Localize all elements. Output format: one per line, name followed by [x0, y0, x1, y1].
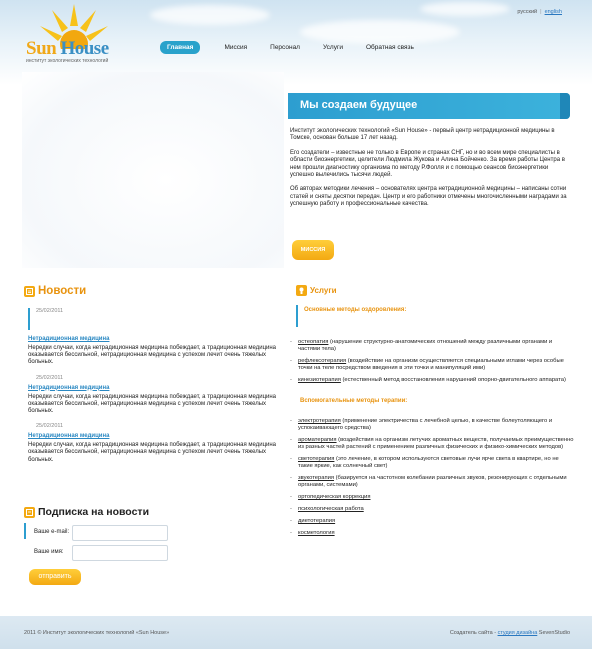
news-title: Новости: [38, 285, 87, 297]
intro-paragraph: Его создатели – известные не только в Европе и странах СНГ, но и во всем мире специалисты в области биоэнергетики, целители Людмила Жукова и Алина Бойченко. За время работы Центра в нем прошли диагностику организма по методу Р.Фолля и с помощью сеансов биоэнергетики успешно вылечились тысячи людей.: [290, 149, 565, 179]
email-row: [24, 525, 184, 545]
logo[interactable]: [22, 4, 132, 66]
main-nav: [160, 40, 437, 54]
credits-suffix: SevenStudio: [537, 630, 570, 636]
name-label: Ваше имя:: [34, 549, 64, 555]
footer: [0, 616, 592, 649]
service-item: [290, 475, 575, 489]
service-item: [290, 506, 575, 513]
news-list: [28, 308, 278, 472]
lang-russian[interactable]: русский: [517, 9, 538, 15]
news-item: [28, 308, 278, 367]
nav-feedback[interactable]: Обратная связь: [365, 43, 414, 51]
service-desc: (применение электричества с лечебной целью, в качестве болеутоляющего и успокаивающего средства): [298, 418, 553, 431]
logo-subtitle: институт экологических технологий: [26, 58, 109, 64]
email-field[interactable]: [72, 525, 168, 541]
banner-tail: [560, 93, 570, 119]
services-icon: [296, 285, 307, 296]
main-methods-title: Основные методы оздоровления:: [296, 305, 575, 327]
aux-methods-title: Вспомогательные методы терапии:: [300, 398, 408, 404]
news-item: [28, 375, 278, 416]
services-header: [296, 285, 337, 296]
aux-methods-list: [290, 418, 575, 537]
subscribe-header: [24, 506, 149, 518]
service-desc: (естественный метод восстановления нарушений опорно-двигательного аппарата): [340, 377, 566, 383]
service-item: [290, 518, 575, 525]
news-link[interactable]: Нетрадиционная медицина: [28, 433, 110, 440]
news-date: 25/02/2011: [28, 308, 278, 330]
footer-credits: [450, 630, 570, 636]
service-link[interactable]: косметология: [298, 530, 335, 536]
intro-paragraph: Институт экологических технологий «Sun House» - первый центр нетрадиционной медицины в Томске, основан больше 17 лет назад.: [290, 128, 555, 142]
news-link[interactable]: Нетрадиционная медицина: [28, 384, 110, 391]
service-item: [290, 377, 575, 384]
services-list: [290, 305, 575, 542]
service-desc: (базируется на частотном колебании различных звуков, резонирующих с отдельными органами, системами): [298, 475, 567, 488]
subscribe-title: Подписка на новости: [38, 506, 150, 518]
service-link[interactable]: ортопедическая коррекция: [298, 494, 371, 500]
subscribe-icon: [24, 507, 35, 518]
news-header: [24, 285, 86, 297]
nav-staff[interactable]: Персонал: [270, 43, 300, 51]
service-link[interactable]: психологическая работа: [298, 506, 364, 512]
service-desc: (воздействия на организм летучих ароматных веществ, получаемых преимущественно из разных частей растений с применением различных физических и физико-химических методов): [298, 437, 574, 450]
news-icon: [24, 286, 35, 297]
logo-sun-word: Sun: [26, 38, 57, 59]
news-link[interactable]: Нетрадиционная медицина: [28, 336, 110, 342]
services-title: Услуги: [310, 286, 337, 295]
service-item: [290, 339, 575, 353]
nav-mission[interactable]: Миссия: [224, 43, 248, 51]
news-text: Нередки случаи, когда нетрадиционная медицина побеждает, а традиционная медицина оказывается бессильной, нетрадиционная медицина с успехом лечит очень тяжелых больных.: [28, 345, 277, 366]
service-item: [290, 358, 575, 372]
service-link[interactable]: звукотерапия: [298, 475, 334, 481]
main-methods-list: [290, 339, 575, 384]
news-date: 25/02/2011: [36, 423, 64, 430]
service-desc: (это лечение, в котором используются световые лучи ярче света в квартире, но не такие яркие, как солнечный свет): [298, 456, 559, 469]
logo-house-word: House: [60, 38, 109, 59]
name-row: [24, 545, 184, 565]
news-text: Нередки случаи, когда нетрадиционная медицина побеждает, а традиционная медицина оказывается бессильной, нетрадиционная медицина с успехом лечит очень тяжелых больных.: [28, 442, 277, 463]
service-desc: (воздействие на организм осуществляется специальными иглами через особые точки на теле посредством введения в эти точки и манипуляций ими): [298, 358, 564, 371]
service-item: [290, 456, 575, 470]
intro-text: [290, 128, 570, 216]
name-field[interactable]: [72, 545, 168, 561]
service-item: [290, 494, 575, 501]
credits-prefix: Создатель сайта -: [449, 630, 498, 636]
service-item: [290, 437, 575, 451]
send-button[interactable]: отправить: [29, 569, 81, 585]
logo-text: [26, 38, 109, 60]
service-item: [290, 530, 575, 537]
nav-home[interactable]: Главная: [160, 41, 200, 54]
service-link[interactable]: ароматерапия: [298, 437, 337, 443]
service-link[interactable]: светотерапия: [298, 456, 335, 462]
service-link[interactable]: остеопатия: [298, 339, 329, 345]
email-label: Ваше e-mail:: [34, 529, 70, 535]
service-link[interactable]: кинезиотерапия: [298, 377, 341, 383]
news-item: [28, 423, 278, 464]
news-text: Нередки случаи, когда нетрадиционная медицина побеждает, а традиционная медицина оказывается бессильной, нетрадиционная медицина с успехом лечит очень тяжелых больных.: [28, 393, 277, 415]
service-link[interactable]: электротерапия: [298, 418, 341, 424]
service-desc: (нарушение структурно-анатомических отношений между различными органами и частями тела): [298, 339, 553, 352]
hero-banner: [288, 93, 570, 119]
footer-copyright: 2011 © Институт экологических технологий «Sun House»: [24, 630, 170, 636]
news-date: 25/02/2011: [36, 374, 64, 381]
service-item: [290, 418, 575, 432]
service-link[interactable]: рефлексотерапия: [298, 358, 347, 364]
language-switcher: русский | english: [517, 9, 562, 15]
intro-paragraph: Об авторах методики лечения – основателях центра нетрадиционной медицины – написаны сотни статей и сняты десятки передач. Центр и его работники отмечены многочисленными наградами за успешную работу и профессиональные качества.: [290, 186, 567, 208]
nav-services[interactable]: Услуги: [322, 43, 343, 51]
lang-english[interactable]: english: [544, 9, 562, 15]
banner-title: Мы создаем будущее: [300, 99, 418, 111]
mission-button[interactable]: МИССИЯ: [292, 240, 334, 260]
hero-family-image: [22, 72, 284, 268]
subscribe-form: [24, 525, 184, 565]
credits-link[interactable]: студия дизайна: [497, 630, 538, 636]
cloud-decoration: [150, 5, 270, 25]
cloud-decoration: [420, 2, 510, 16]
service-link[interactable]: диетотерапия: [298, 518, 336, 524]
